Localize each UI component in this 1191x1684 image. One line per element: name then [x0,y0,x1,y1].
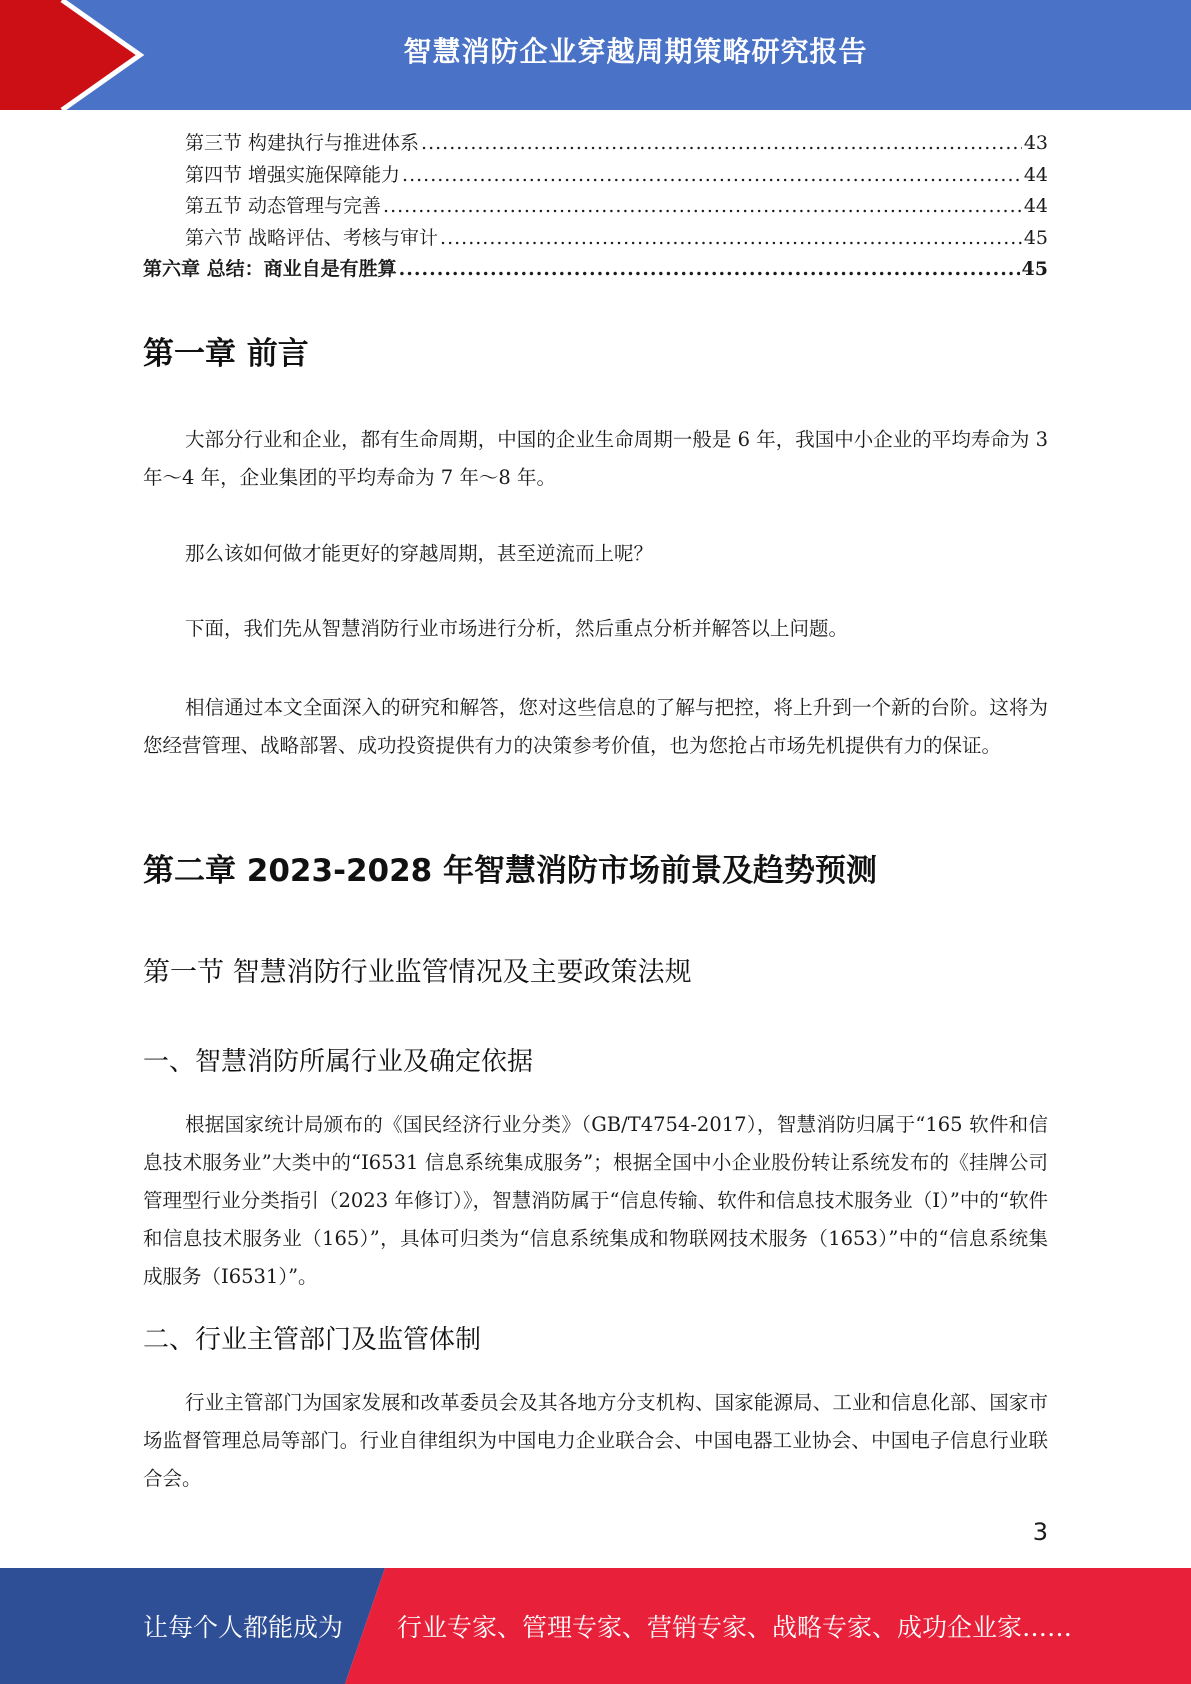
chapter1-title: 第一章 前言 [143,336,309,372]
subsection-paragraph: 行业主管部门为国家发展和改革委员会及其各地方分支机构、国家能源局、工业和信息化部、国家市场监督管理总局等部门。行业自律组织为中国电力企业联合会、中国电器工业协会、中国电子信息行业联合会。 [143,1391,1048,1490]
toc-leader-dots [383,195,1022,217]
toc-entry-page: 45 [1021,258,1048,280]
toc-entry-label: 第六节 战略评估、考核与审计 [185,226,439,249]
toc-leader-dots [399,258,1020,280]
page-number: 3 [1032,1518,1048,1546]
section-title: 第一节 智慧消防行业监管情况及主要政策法规 [143,957,692,988]
toc-entry[interactable] [143,128,1048,160]
toc-entry-label: 第四节 增强实施保障能力 [185,163,401,186]
chapter2-title: 第二章 2023-2028 年智慧消防市场前景及趋势预测 [143,853,878,889]
toc-entry-label: 第五节 动态管理与完善 [185,195,382,217]
page-header [0,0,1191,110]
toc-entry[interactable] [143,191,1048,223]
toc-chapter-entry[interactable] [143,254,1048,286]
toc-entry-label: 第三节 构建执行与推进体系 [185,132,420,154]
toc-entry[interactable] [143,160,1048,192]
page-footer [0,1568,1191,1684]
toc-entry-page: 44 [1023,163,1048,186]
footer-slogan-right: 行业专家、管理专家、营销专家、战略专家、成功企业家…… [397,1613,1073,1642]
toc-entry-page: 45 [1023,226,1048,249]
subsection-paragraph: 根据国家统计局颁布的《国民经济行业分类》（GB/T4754-2017），智慧消防归属于“165 软件和信息技术服务业”大类中的“I6531 信息系统集成服务”；根据全国中小企业股份转让系统发布的《挂牌公司管理型行业分类指引（2023 年修订）》，智慧消防属于“信息传输、软件和信息技术服务业（I）”中的“软件和信息技术服务业（165）”，具体可归类为“信息系统集成和物联网技术服务（1653）”中的“信息系统集成服务（I6531）”。 [143,1113,1048,1288]
chapter1-paragraph: 相信通过本文全面深入的研究和解答，您对这些信息的了解与把控，将上升到一个新的台阶。这将为您经营管理、战略部署、成功投资提供有力的决策参考价值，也为您抢占市场先机提供有力的保证。 [143,696,1048,757]
table-of-contents [143,128,1048,286]
chapter1-paragraph: 下面，我们先从智慧消防行业市场进行分析，然后重点分析并解答以上问题。 [185,617,849,640]
toc-entry-page: 43 [1023,132,1048,154]
toc-leader-dots [421,132,1022,154]
toc-entry-page: 44 [1023,195,1048,217]
red-arrow-decoration [0,0,160,110]
subsection-title: 二、行业主管部门及监管体制 [143,1325,482,1355]
toc-leader-dots [402,164,1022,186]
toc-leader-dots [440,227,1022,249]
report-title: 智慧消防企业穿越周期策略研究报告 [403,35,868,68]
subsection-title: 一、智慧消防所属行业及确定依据 [143,1047,534,1077]
chapter1-paragraph: 大部分行业和企业，都有生命周期，中国的企业生命周期一般是 6 年，我国中小企业的平均寿命为 3 年～4 年，企业集团的平均寿命为 7 年～8 年。 [143,428,1048,489]
toc-entry[interactable] [143,223,1048,255]
toc-entry-label: 第六章 总结：商业自是有胜算 [143,258,397,280]
chapter1-paragraph: 那么该如何做才能更好的穿越周期，甚至逆流而上呢？ [185,542,654,565]
footer-slogan-left: 让每个人都能成为 [143,1613,344,1642]
